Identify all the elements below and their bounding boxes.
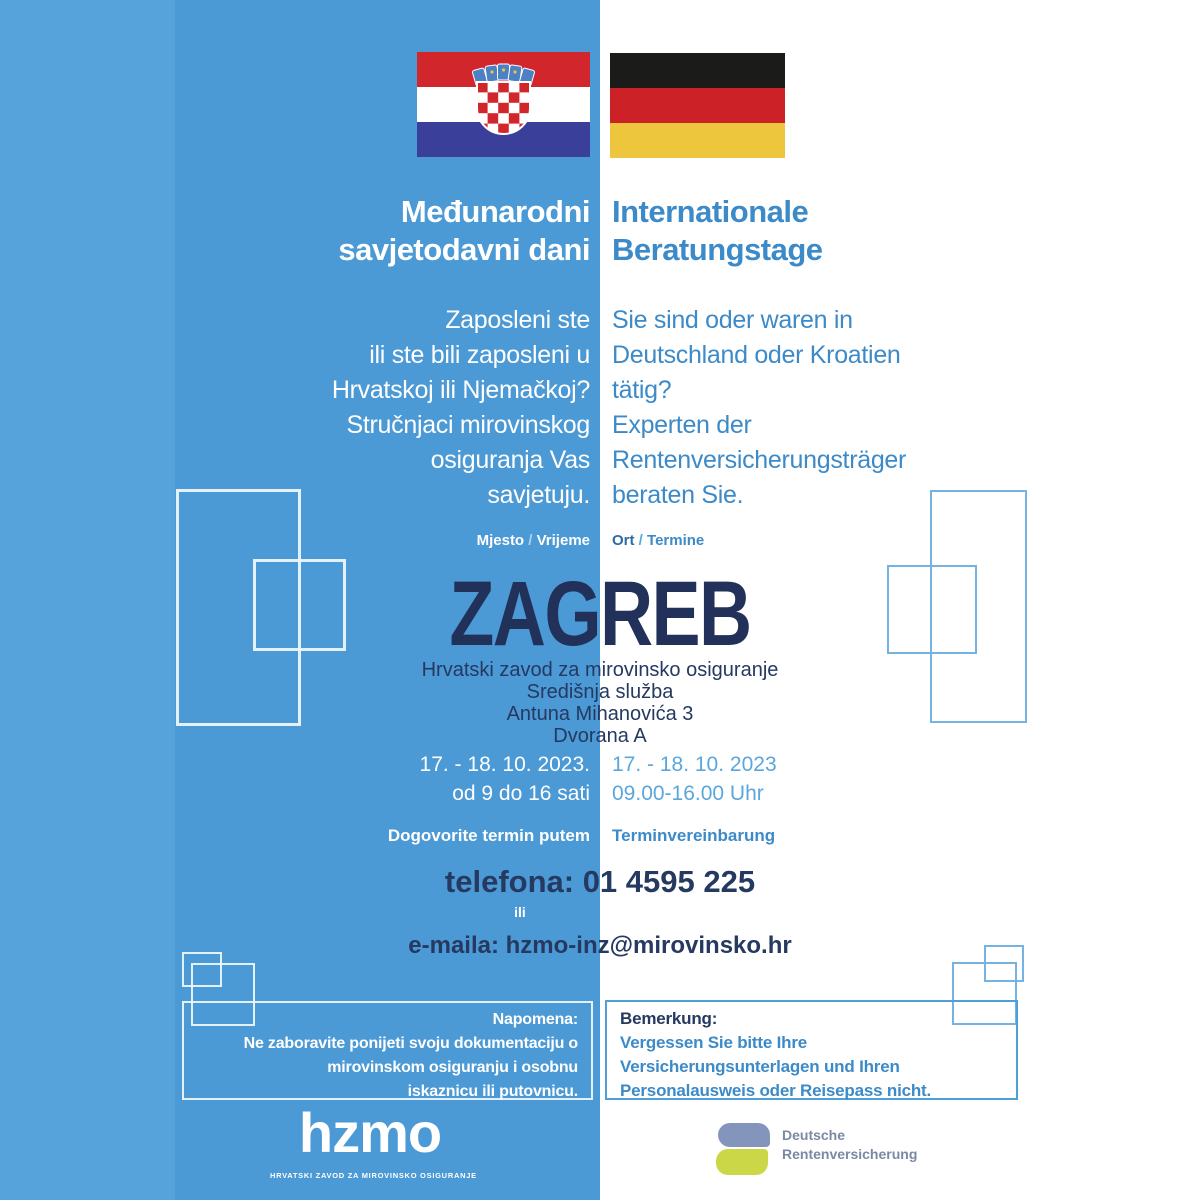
note-hr-title: Napomena: [492,1011,578,1028]
label-vrijeme: Vrijeme [536,532,590,549]
note-box-de [605,1000,1018,1100]
drv-logo-line: Rentenversicherung [782,1146,918,1162]
note-hr-line: Ne zaboravite ponijeti svoju dokumentaciju o [243,1035,578,1052]
intro-de-line: Sie sind oder waren in [612,306,853,334]
title-de-line: Internationale [612,194,809,229]
intro-hr-line: Stručnjaci mirovinskog [346,411,590,439]
appointment-label-hr: Dogovorite termin putem [387,826,590,845]
email-address: e-maila: hzmo-inz@mirovinsko.hr [408,932,792,959]
schedule-de-time: 09.00-16.00 Uhr [612,782,764,805]
schedule-de-date: 17. - 18. 10. 2023 [612,753,777,776]
title-hr-line: Međunarodni [400,194,590,229]
section-label-hr [125,532,590,550]
title-hr [125,193,590,269]
germany-flag-icon [610,53,785,158]
section-label-de [612,532,1082,550]
schedule-hr-date: 17. - 18. 10. 2023. [419,753,590,776]
intro-hr-line: ili ste bili zaposleni u [369,341,590,369]
intro-de [612,303,1082,513]
note-de-title: Bemerkung: [620,1009,718,1028]
intro-hr-line: Hrvatskoj ili Njemačkoj? [331,376,590,404]
intro-de-line: beraten Sie. [612,481,744,509]
note-de-line: Versicherungsunterlagen und Ihren [620,1057,900,1076]
note-box-hr [182,1001,593,1100]
intro-de-line: tätig? [612,376,672,404]
appointment-label-de: Terminvereinbarung [612,826,776,845]
label-slash: / [634,532,648,549]
note-de-line: Vergessen Sie bitte Ihre [620,1033,808,1052]
drv-logo-bottom-shape [716,1149,768,1175]
schedule-hr-time: od 9 do 16 sati [452,782,590,805]
intro-de-line: Experten der [612,411,752,439]
hzmo-logo-caption: HRVATSKI ZAVOD ZA MIROVINSKO OSIGURANJE [270,1171,477,1180]
address-line: Antuna Mihanovića 3 [506,703,694,725]
drv-logo-icon [716,1123,770,1175]
note-de-line: Personalausweis oder Reisepass nicht. [620,1081,932,1100]
drv-logo-text [782,1126,917,1164]
intro-hr-line: savjetuju. [487,481,590,509]
intro-de-line: Deutschland oder Kroatien [612,341,901,369]
title-de [612,193,1082,269]
label-mjesto: Mjesto [476,532,525,549]
address-line: Dvorana A [553,725,647,747]
croatia-flag-icon [417,52,590,157]
intro-de-line: Rentenversicherungsträger [612,446,907,474]
label-slash: / [524,532,537,549]
address-line: Hrvatski zavod za mirovinsko osiguranje [421,659,779,681]
note-hr-line: mirovinskom osiguranju i osobnu [327,1059,578,1076]
address-line: Središnja služba [526,681,674,703]
hzmo-logo-word: hzmo [298,1101,442,1164]
phone-number: telefona: 01 4595 225 [444,864,756,899]
intro-hr [125,303,590,513]
schedule-de [612,750,1082,808]
title-hr-line: savjetodavni dani [338,232,590,267]
label-termine: Termine [647,532,705,549]
drv-logo-top-shape [718,1123,770,1147]
title-de-line: Beratungstage [612,232,823,267]
intro-hr-line: osiguranja Vas [430,446,590,474]
drv-logo-line: Deutsche [782,1127,846,1143]
intro-hr-line: Zaposleni ste [445,306,590,334]
venue-address [0,659,1200,747]
label-ort: Ort [612,532,635,549]
note-hr-line: iskaznicu ili putovnicu. [407,1083,578,1100]
city-title: ZAGREB [449,563,751,665]
or-label: ili [514,904,526,920]
schedule-hr [125,750,590,808]
hzmo-logo [270,1101,477,1180]
